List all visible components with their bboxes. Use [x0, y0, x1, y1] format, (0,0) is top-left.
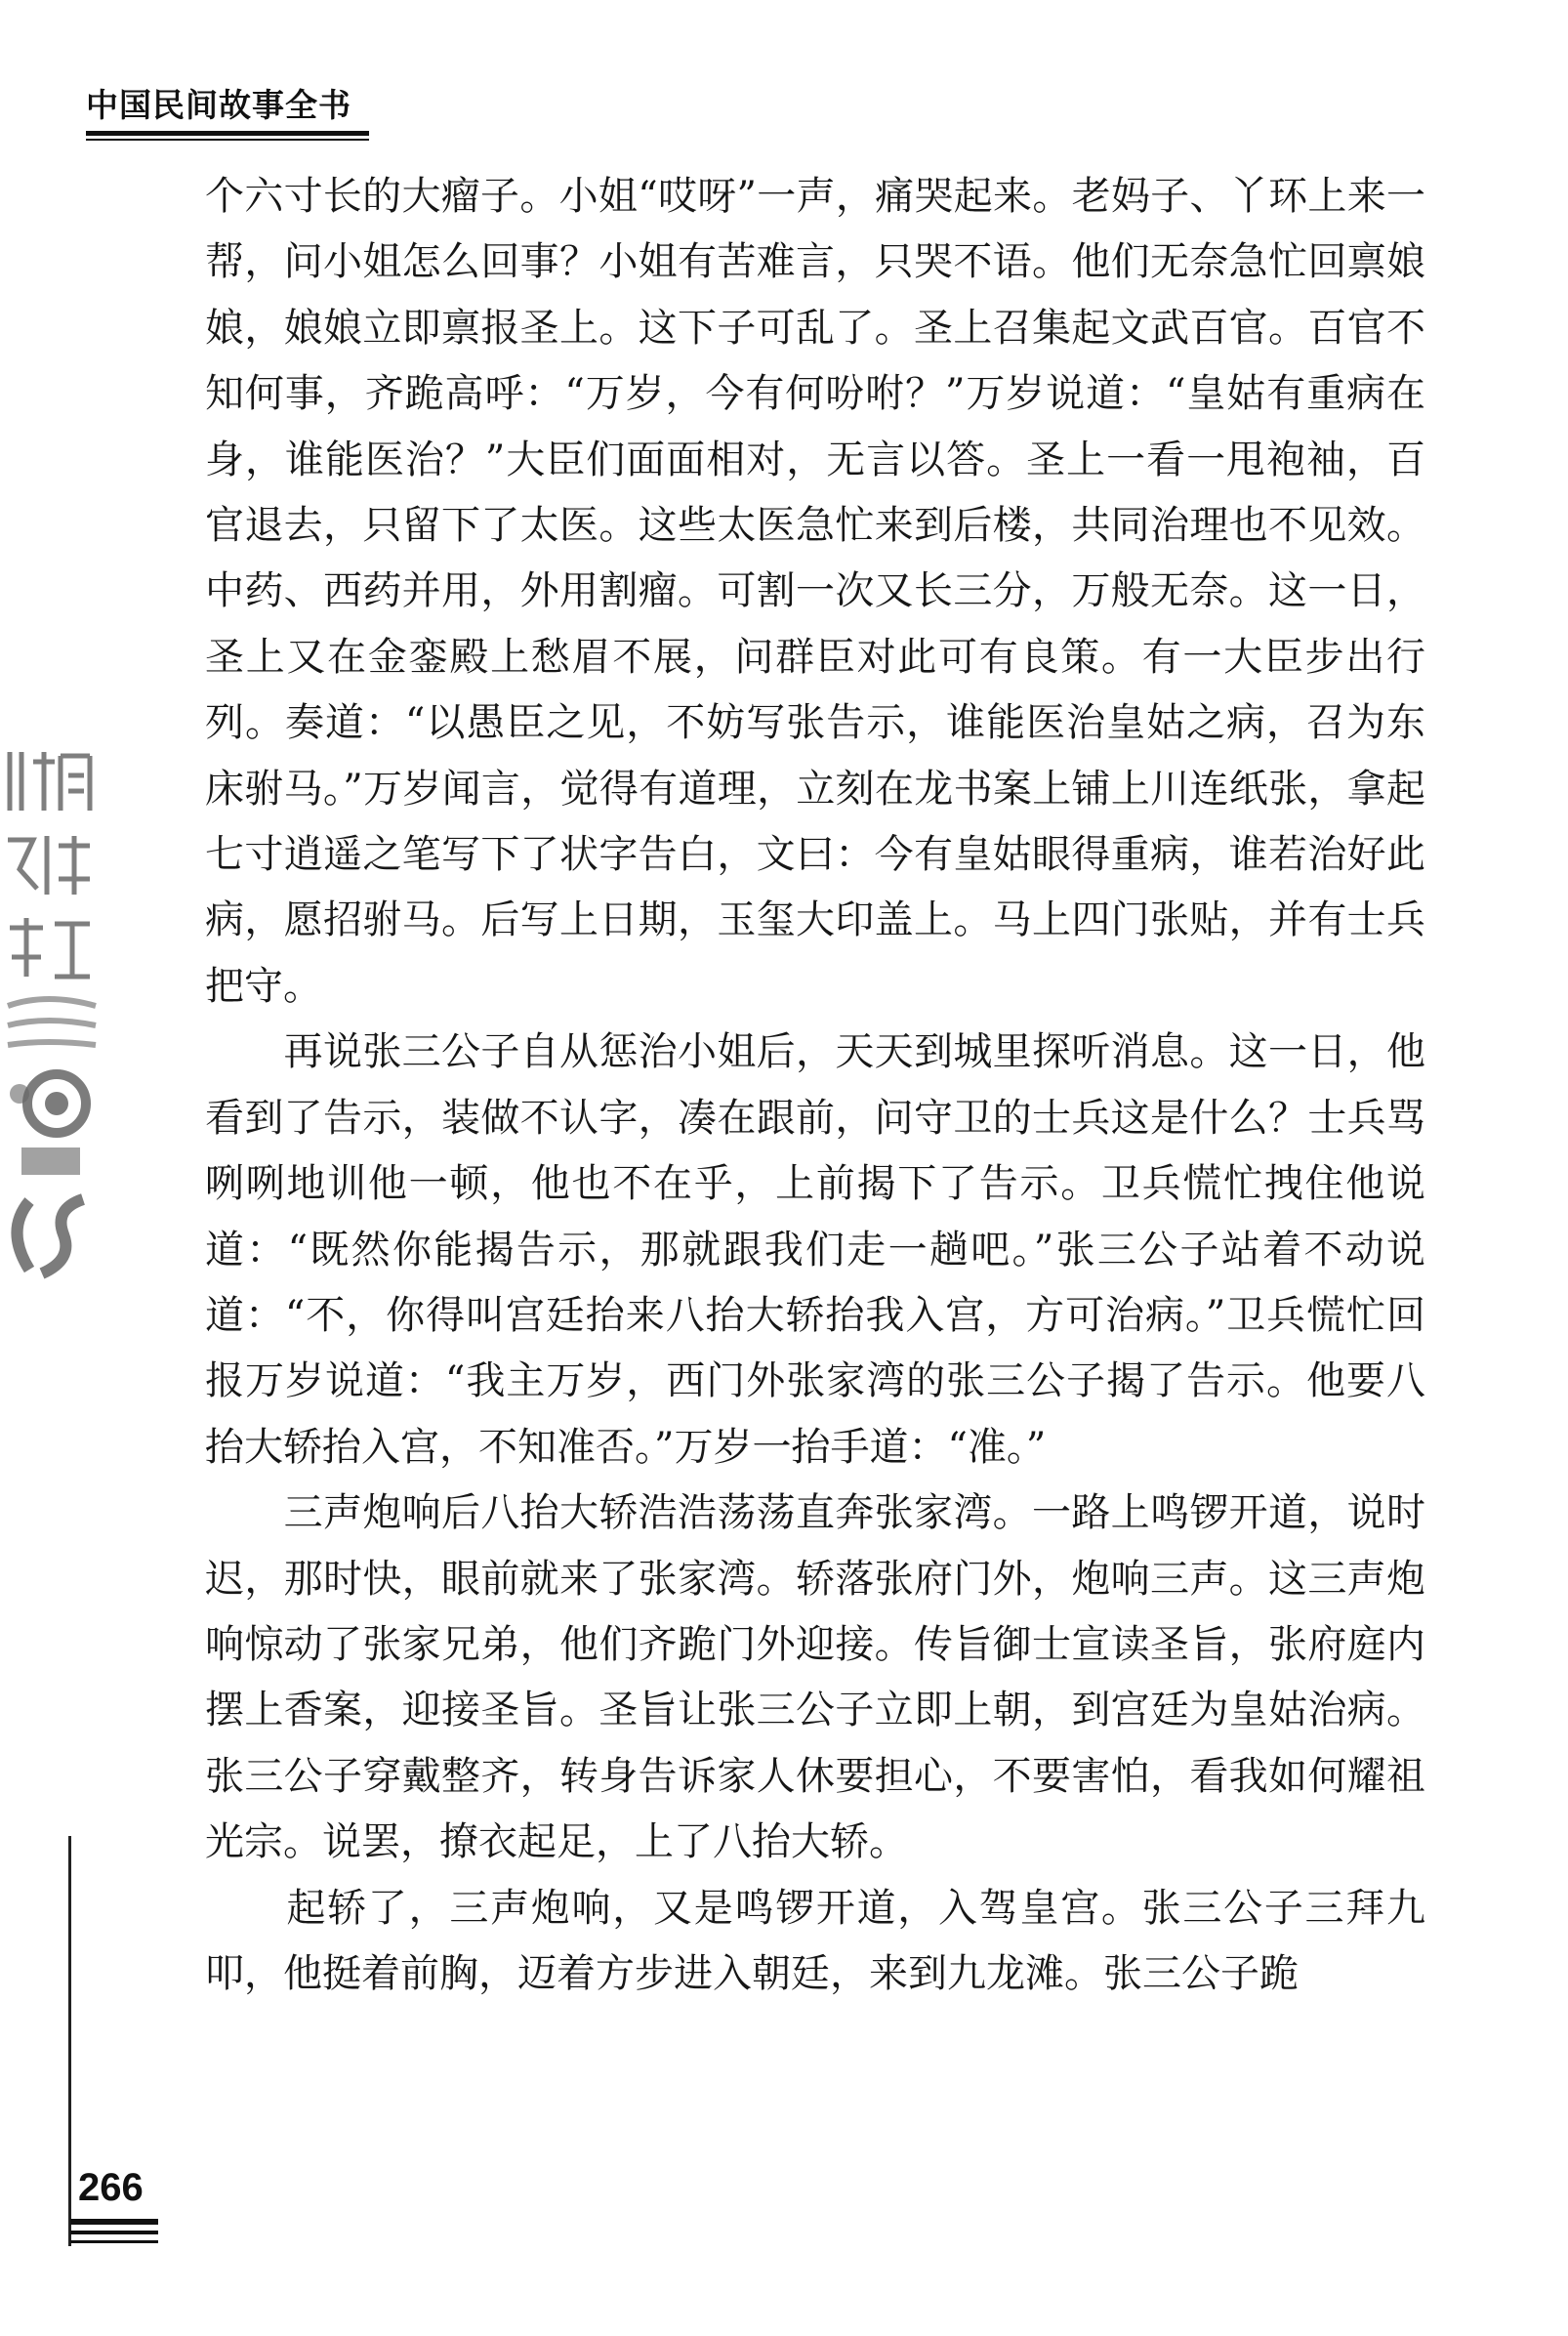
paragraph: 再说张三公子自从惩治小姐后，天天到城里探听消息。这一日，他看到了告示，装做不认字，凑在跟前，问守卫的士兵这是什么？士兵骂咧咧地训他一顿，他也不在乎，上前揭下了告示。卫兵慌忙拽住他说道：“既然你能揭告示，那就跟我们走一趟吧。”张三公子站着不动说道：“不，你得叫宫廷抬来八抬大轿抬我入宫，方可治病。”卫兵慌忙回报万岁说道：“我主万岁，西门外张家湾的张三公子揭了告示。他要八抬大轿抬入宫，不知准否。”万岁一抬手道：“准。”: [205, 1029, 1425, 1470]
running-header: [86, 86, 369, 141]
header-rule-thin: [86, 139, 369, 141]
footer-rule: [70, 2231, 158, 2234]
book-title: 中国民间故事全书: [86, 86, 351, 124]
paragraph: 三声炮响后八抬大轿浩浩荡荡直奔张家湾。一路上鸣锣开道，说时迟，那时快，眼前就来了张家湾。轿落张府门外，炮响三声。这三声炮响惊动了张家兄弟，他们齐跪门外迎接。传旨御士宣读圣旨，张府庭内摆上香案，迎接圣旨。圣旨让张三公子立即上朝，到宫廷为皇姑治病。张三公子穿戴整齐，转身告诉家人休要担心，不要害怕，看我如何耀祖光宗。说罢，撩衣起足，上了八抬大轿。: [205, 1490, 1425, 1865]
page-number: 266: [78, 2166, 144, 2209]
paragraph: 起轿了，三声炮响，又是鸣锣开道，入驾皇宫。张三公子三拜九叩，他挺着前胸，迈着方步进入朝廷，来到九龙滩。张三公子跪: [205, 1885, 1425, 1996]
paragraph: 个六寸长的大瘤子。小姐“哎呀”一声，痛哭起来。老妈子、丫环上来一帮，问小姐怎么回事？小姐有苦难言，只哭不语。他们无奈急忙回禀娘娘，娘娘立即禀报圣上。这下子可乱了。圣上召集起文武百官。百官不知何事，齐跪高呼：“万岁，今有何吩咐？”万岁说道：“皇姑有重病在身，谁能医治？”大臣们面面相对，无言以答。圣上一看一甩袍袖，百官退去，只留下了太医。这些太医急忙来到后楼，共同治理也不见效。中药、西药并用，外用割瘤。可割一次又长三分，万般无奈。这一日，圣上又在金銮殿上愁眉不展，问群臣对此可有良策。有一大臣步出行列。奏道：“以愚臣之见，不妨写张告示，谁能医治皇姑之病，召为东床驸马。”万岁闻言，觉得有道理，立刻在龙书案上铺上川连纸张，拿起七寸逍遥之笔写下了状字告白，文曰：今有皇姑眼得重病，谁若治好此病，愿招驸马。后写上日期，玉玺大印盖上。马上四门张贴，并有士兵把守。: [205, 174, 1425, 1009]
footer-rule: [70, 2240, 158, 2243]
margin-rule: [68, 1836, 71, 2246]
header-rule: [86, 131, 369, 136]
cultural-heritage-logo-icon: [0, 742, 103, 1289]
story-body: [205, 164, 1425, 2007]
footer-rule: [70, 2219, 158, 2225]
